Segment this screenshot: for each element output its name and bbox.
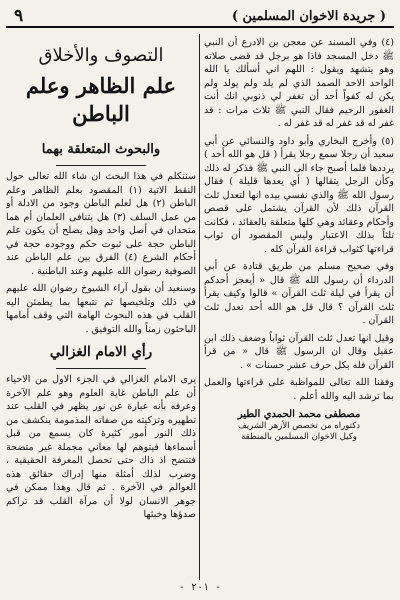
subheading-rule <box>56 165 146 166</box>
intro-paragraph: سنتكلم في هذا البحث ان شاء الله تعالى حول النقط الاتية (١) المقصود بعلم الظاهر وعلم الباطن (٢) هل لعلم الباطن وجود من الادلة أو من عمل السلف (٣) هل يتنافى العلمان أم هما متحدان في أصل واحد وهل يصلح أن يكون علم الباطن حجة على ثبوت حكم ووجوده حجة في أحكام الشرع (٤) الفرق بين علم الباطن عند الصوفية رضوان الله عليهم وعند الباطنية . <box>6 171 196 277</box>
right-column <box>204 36 394 578</box>
ghazali-subheading: رأي الامام الغزالي <box>49 344 153 360</box>
article-subheading: والبحوث المتعلقة بهما <box>41 142 161 157</box>
hadith-4-paragraph: (٤) وفي المسند عن معجن بن الادرع أن النبي ﷺ دخل المسجد فاذا هو برجل قد قضى صلاته وهو يتشهد ويقول : اللهم اني أسألك يا الله الواحد الاحد الصمد الذي لم يلد ولم يولد ولم يكن له كفواً أحد أن تغفر لي ذنوبي انك أنت الغفور الرحيم فقال النبي ﷺ ثلاث مرات : قد غفر له قد غفر له قد غفر له . <box>204 37 394 129</box>
page-footer: - ٢٠١ - <box>178 582 222 593</box>
muslim-narration-paragraph: وفي صحيح مسلم من طريق قتادة عن أبي الدرداء أن رسول الله ﷺ قال « أيعجز أحدكم أن يقرأ في ليلة ثلث القرآن » قالوا وكيف يقرأ ثلث القرآن ؟ قال قل هو الله أحد تعدل ثلث القرآن . <box>204 261 394 326</box>
closing-paragraph: وفقنا الله تعالى للمواظبة على قراءتها والعمل بما ترشد اليه والله أعلم . <box>204 377 394 402</box>
column-divider <box>199 34 200 580</box>
newspaper-page <box>6 6 394 594</box>
section-title: التصوف والأخلاق <box>38 45 164 66</box>
author-title-line: دكتوراه من تخصص الأزهر الشريف <box>237 421 361 431</box>
ghazali-rule <box>56 368 146 369</box>
author-role-line: وكيل الاخوان المسلمين بالمنطقة <box>241 432 357 442</box>
left-column <box>6 36 196 578</box>
page-header <box>6 6 394 28</box>
method-paragraph: وسنعيد أن بقول آراء الشيوخ رضوان الله عليهم في ذلك وتلخيصها ثم نتبعها بما يطمئن اليه القلب في هذه البحوث الهامة التي وقف أمامها الباحثون زمناً والله التوفيق . <box>6 283 196 335</box>
commentary-paragraph: وقيل انها تعدل ثلث القرآن ثواباً وضعف ذلك ابن عقيل وقال ان الرسول ﷺ قال « من قرأ القرآن فله بكل حرف عشر حسنات » . <box>204 332 394 371</box>
hadith-5-paragraph: (٥) وأخرج البخاري وأبو داود والنسائي عن أبي سعيد أن رجلا سمع رجلا يقرأ ( قل هو الله أحد ) يرددها فلما أصبح جاء الى النبي ﷺ فذكر له ذلك وكأن الرجل يتقالها ( أي يعدها قليلة ) فقال رسول الله ﷺ والذي نفسي بيده انها لتعدل ثلث القرآن ذلك لأن القرآن يشتمل على قصص وأحكام وعقائد وهي كلها متعلقة بالعقائد ، فكانت تلثاً بذلك الاعتبار وليس المقصود أن ثواب قراءتها كثواب قراءة القرآن كله . <box>204 135 394 255</box>
author-signature: مصطفى محمد الحمدي الطير <box>237 409 361 420</box>
publication-name: ( جريدة الاخوان المسلمين ) <box>231 8 386 24</box>
ghazali-paragraph: يرى الامام الغزالي في الجزء الاول من الاحياء أن علم الباطن غاية العلوم وهو علم الآخرة وعرفه بأنه عبارة عن نور يظهر في القلب عند تطهيره وتزكيته من صفاته المذمومة ينكشف من ذلك النور أمور كثيرة كان يسمع من قبل أسماءها فيتوهم لها معاني مجملة غير متضحة فتتضح اذ ذاك حتى تحصل المعرفة الحقيقية ، وضرب لذلك أمثلة منها إدراك حقائق هذه العوالم في الآخرة . ثم قال وهذا ممكن في جوهر الانسان لولا أن مرآة القلب قد تراكم صدؤها وخبثها <box>6 374 196 520</box>
article-headline: علم الظاهر وعلم الباطن <box>25 73 177 126</box>
page-number: ٩ <box>14 6 24 26</box>
